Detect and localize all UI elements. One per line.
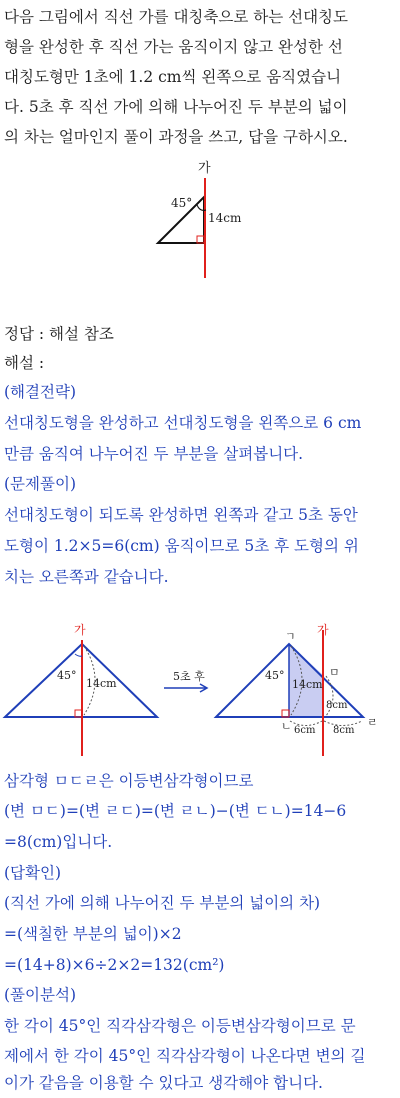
check-title: (답확인) [4,864,62,882]
work-line-1: 선대칭도형이 되도록 완성하면 왼쪽과 같고 5초 동안 [4,506,358,524]
figure2-right-vertex-l: ㄴ [281,720,292,733]
figure2-left-right-angle [75,710,82,717]
figure2-left-angle-arc [75,654,82,656]
strategy-line-1: 선대칭도형을 완성하고 선대칭도형을 왼쪽으로 6 cm [4,414,362,432]
figure2-right-vertex-r: ㄹ [367,716,378,729]
problem-line-3: 대칭도형만 1초에 1.2 cm씩 왼쪽으로 움직였습니 [4,68,342,86]
problem-line-5: 의 차는 얼마인지 풀이 과정을 쓰고, 답을 구하시오. [4,128,348,146]
solution-header: 해설 : [4,354,45,372]
analysis-line-1: 한 각이 45°인 직각삼각형은 이등변삼각형이므로 문 [4,1017,356,1035]
figure1-length-label: 14cm [208,211,242,225]
figure2-right-right-angle [282,710,289,717]
figure2-right-8cm-vertical: 8cm [326,700,348,711]
analysis-line-2: 제에서 한 각이 45°인 직각삼각형이 나온다면 변의 길 [4,1047,366,1065]
solution2-line-1: 삼각형 ㅁㄷㄹ은 이등변삼각형이므로 [4,772,254,790]
check-line-3: =(14+8)×6÷2×2=132(cm²) [4,956,225,974]
figure2-right-8cm-bottom: 8cm [333,725,355,736]
figure1-right-angle [197,236,204,243]
figure2-left-line-label: 가 [74,623,86,637]
figure-1 [150,158,242,280]
figure2-right-vertex-top: ㄱ [285,630,296,643]
figure2-right-length-label: 14cm [292,678,323,691]
check-line-2: =(색칠한 부분의 넓이)×2 [4,925,182,943]
figure2-arrow-label: 5초 후 [173,670,205,683]
work-line-2: 도형이 1.2×5=6(cm) 움직이므로 5초 후 도형의 위 [4,537,359,555]
problem-line-4: 다. 5초 후 직선 가에 의해 나누어진 두 부분의 넓이 [4,98,348,116]
strategy-line-2: 만큼 움직여 나누어진 두 부분을 살펴봅니다. [4,445,304,463]
figure2-left-angle-label: 45° [57,669,77,682]
analysis-title: (풀이분석) [4,986,76,1004]
strategy-title: (해결전략) [4,383,76,401]
figure1-line-label: 가 [198,161,211,176]
answer-text: 정답 : 해설 참조 [4,325,114,343]
work-title: (문제풀이) [4,475,76,493]
solution2-line-2: (변 ㅁㄷ)=(변 ㄹㄷ)=(변 ㄹㄴ)−(변 ㄷㄴ)=14−6 [4,802,347,820]
work-line-3: 치는 오른쪽과 같습니다. [4,568,169,586]
figure2-left-length-label: 14cm [86,677,117,690]
solution2-line-3: =8(cm)입니다. [4,833,113,851]
figure1-angle-label: 45° [171,196,193,210]
figure2-right-line-label: 가 [317,623,329,637]
figure2-right-vertex-m: ㅁ [329,666,340,679]
problem-line-2: 형을 완성한 후 직선 가는 움직이지 않고 완성한 선 [4,38,343,56]
figure2-right-6cm-label: 6cm [294,725,316,736]
problem-line-1: 다음 그림에서 직선 가를 대칭축으로 하는 선대칭도 [4,8,348,26]
analysis-line-3: 이가 같음을 이용할 수 있다고 생각해야 합니다. [4,1074,323,1092]
figure2-right-angle-label: 45° [265,669,285,682]
check-line-1: (직선 가에 의해 나누어진 두 부분의 넓이의 차) [4,894,321,912]
figure-2 [0,618,400,758]
